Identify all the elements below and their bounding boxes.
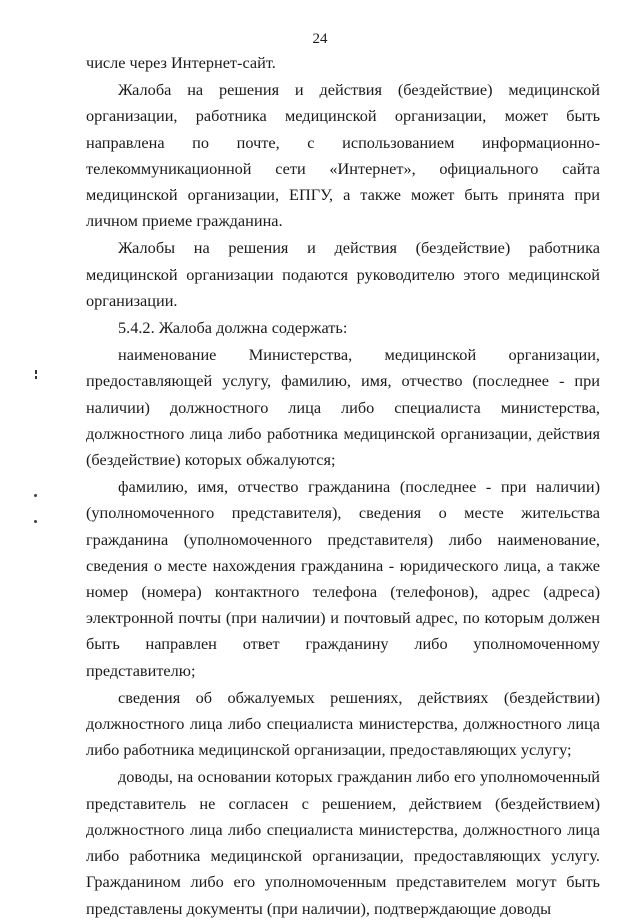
paragraph-5: наименование Министерства, медицинской организации, предоставляющей услугу, фамилию, имя, отчество (последнее - при наличии) должностного лица либо специалиста министерства, должностного лица либо работника медицинской организации, действия (бездействие) которых обжалуются;	[86, 345, 600, 470]
document-body	[86, 50, 600, 922]
scan-mark	[34, 494, 37, 497]
paragraph-6: фамилию, имя, отчество гражданина (последнее - при наличии) (уполномоченного представителя), сведения о месте жительства гражданина (уполномоченного представителя) либо наименование, сведения о месте нахождения гражданина - юридического лица, а также номер (номера) контактного телефона (телефонов), адрес (адреса) электронной почты (при наличии) и почтовый адрес, по которым должен быть направлен ответ гражданину либо уполномоченному представителю;	[86, 477, 600, 680]
paragraph-2: Жалоба на решения и действия (бездействие) медицинской организации, работника медицинской организации, может быть направлена по почте, с использованием информационно-телекоммуникационной сети «Интернет», официального сайта медицинской организации, ЕПГУ, а также может быть принята при личном приеме гражданина.	[86, 80, 600, 231]
scan-mark	[34, 520, 37, 523]
paragraph-3: Жалобы на решения и действия (бездействие) работника медицинской организации подаются руководителю этого медицинской организации.	[86, 238, 600, 310]
page-number: 24	[312, 31, 328, 47]
scan-dot-icon	[34, 494, 37, 497]
paragraph-1: числе через Интернет-сайт.	[86, 53, 276, 72]
paragraph-8: доводы, на основании которых гражданин либо его уполномоченный представитель не согласен с решением, действием (бездействием) должностного лица либо специалиста министерства, должностного лица либо работника медицинской организации, предоставляющих услугу. Гражданином либо его уполномоченным представителем могут быть представлены документы (при наличии), подтверждающие доводы	[86, 767, 600, 918]
scan-dot-icon	[34, 520, 37, 523]
paragraph-4: 5.4.2. Жалоба должна содержать:	[118, 318, 348, 338]
paragraph-7: сведения об обжалуемых решениях, действиях (бездействии) должностного лица либо специалиста министерства, должностного лица либо работника медицинской организации, предоставляющих услугу;	[86, 687, 600, 760]
